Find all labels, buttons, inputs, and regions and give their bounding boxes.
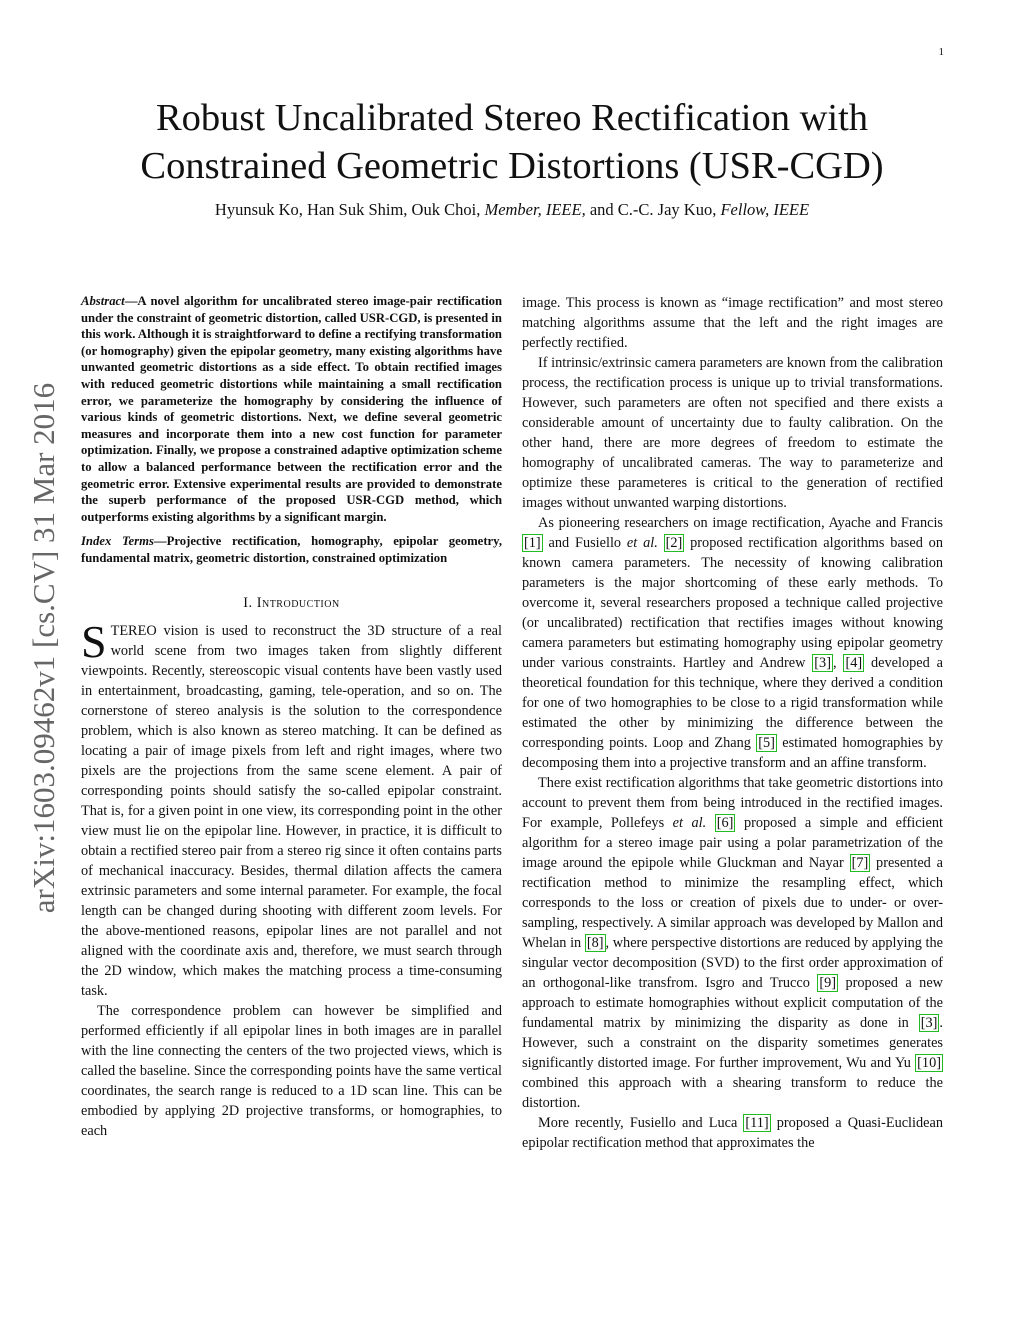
citation-link[interactable]: [11]: [745, 1115, 769, 1131]
section-number: I.: [243, 594, 253, 611]
text-run: combined this approach with a shearing transform to reduce the distortion.: [522, 1075, 943, 1111]
left-column: [81, 293, 502, 1141]
citation-link[interactable]: [9]: [819, 975, 837, 991]
text-run: proposed a simple and efficient algorithm for a stereo image pair using a polar parametrization of the image around the epipole while Gluckman and Nayar: [522, 815, 943, 871]
text-run: There exist rectification algorithms that take geometric distortions into account to prevent them from being introduced in the rectified images. For example, Pollefeys: [522, 775, 943, 831]
citation-link[interactable]: [7]: [851, 855, 869, 871]
right-paragraph-2: If intrinsic/extrinsic camera parameters are known from the calibration process, the rectification process is unique up to trivial transformations. However, such parameters are often not specified and there exists a considerable amount of uncertainty due to faulty calibration. On the other hand, there are more degrees of freedom to estimate the homography of uncalibrated cameras. The way to parameterize and optimize these parameteres is critical to the generation of rectified images without unwanted warping distortions.: [522, 355, 943, 511]
text-run: developed a theoretical foundation for this technique, where they derived a condition for one of two homographies to be close to a rigid transformation while estimated the other by minimizing the difference between the corresponding points. Loop and Zhang: [522, 655, 943, 751]
intro-paragraph-1-text: TEREO vision is used to reconstruct the 3D structure of a real world scene from two images taken from slightly different viewpoints. Recently, stereoscopic visual contents have been vastly used in entertainment, broadcasting, gaming, tele-operation, and so on. The cornerstone of stereo analysis is the solution to the correspondence problem, which is also known as stereo matching. It can be defined as locating a pair of image pixels from left and right images, where two pixels are the projections from the same scene element. A pair of corresponding points should satisfy the so-called epipolar constraint. That is, for a given point in one view, its corresponding point in the other view must lie on the epipolar line. However, in practice, it is difficult to obtain a rectified stereo pair from a stereo rig since it often contains parts of mechanical inaccuracy. Besides, thermal dilation affects the camera extrinsic parameters and some internal parameter. For example, the focal length can be changed during shooting with different zoom levels. For the above-mentioned reasons, epipolar lines are not parallel and not aligned with the coordinate axis and, therefore, we must search through the 2D window, which makes the matching process a time-consuming task.: [81, 622, 502, 999]
text-run: proposed a new approach to estimate homographies without explicit computation of the fundamental matrix by minimizing the disparity as done in: [522, 975, 943, 1031]
title-line-2: Constrained Geometric Distortions (USR-CGD): [140, 145, 884, 187]
author-affiliation-1: Member, IEEE,: [484, 200, 586, 219]
author-line: [80, 199, 944, 221]
citation-link[interactable]: [8]: [586, 935, 604, 951]
citation-link[interactable]: [6]: [716, 815, 734, 831]
abstract: [81, 293, 502, 525]
citation-link[interactable]: [3]: [814, 655, 831, 671]
intro-paragraph-1: [81, 615, 502, 1001]
index-terms-text: —Projective rectification, homography, epipolar geometry, fundamental matrix, geometric distortion, constrained optimization: [81, 534, 502, 565]
section-heading: [81, 593, 502, 613]
text-run: presented a rectification method to minimize the resampling effect, which corresponds to the loss or creation of pixels due to under- or over-sampling, respectively. A similar approach was developed by Mallon and Whelan in: [522, 855, 943, 951]
citation-link[interactable]: [10]: [917, 1055, 941, 1071]
right-column: [522, 293, 943, 1153]
text-run: and Fusiello: [542, 535, 627, 551]
section-title: Introduction: [256, 594, 340, 611]
index-terms: [81, 533, 502, 566]
right-paragraph-4: [522, 773, 943, 1113]
text-run: . However, such a constraint on the disparity sometimes generates significantly distorted image. For further improvement, Wu and Yu: [522, 1015, 943, 1071]
text-run: [706, 815, 715, 831]
right-paragraph-1: image. This process is known as “image rectification” and most stereo matching algorithms assume that the left and the right images are perfectly rectified.: [522, 295, 943, 351]
text-run: proposed rectification algorithms based on known camera parameters. The necessity of knowing calibration parameters is the major shortcoming of these early methods. To overcome it, several researchers proposed a technique called projective (or uncalibrated) rectification that rectifies images without knowing camera parameters but estimating homography using epipolar geometry under various constraints. Hartley and Andrew: [522, 535, 943, 671]
citation-link[interactable]: [4]: [845, 655, 863, 671]
index-terms-lead: Index Terms: [81, 534, 154, 549]
arxiv-stamp: arXiv:1603.09462v1 [cs.CV] 31 Mar 2016: [26, 382, 61, 914]
citation-link[interactable]: [5]: [758, 735, 775, 751]
text-run: [658, 535, 664, 551]
author-names-1: Hyunsuk Ko, Han Suk Shim, Ouk Choi,: [214, 200, 481, 219]
right-paragraph-3: [522, 513, 943, 773]
et-al: et al.: [626, 535, 658, 551]
author-affiliation-2: Fellow, IEEE: [720, 200, 810, 219]
text-run: ,: [832, 655, 844, 671]
et-al: et al.: [672, 815, 707, 831]
citation-link[interactable]: [3]: [920, 1015, 938, 1031]
title-line-1: Robust Uncalibrated Stereo Rectification with: [155, 97, 869, 139]
text-run: estimated homographies by decomposing them into a projective transform and an affine transform.: [522, 735, 943, 771]
paper-title: [80, 94, 944, 190]
author-names-2: and C.-C. Jay Kuo,: [589, 200, 717, 219]
citation-link[interactable]: [2]: [665, 535, 683, 551]
citation-link[interactable]: [1]: [524, 535, 541, 551]
text-run: As pioneering researchers on image rectification, Ayache and Francis: [538, 515, 943, 531]
page-number: 1: [938, 46, 944, 58]
text-run: proposed a Quasi-Euclidean epipolar rectification method that approximates the: [522, 1115, 943, 1151]
text-run: , where perspective distortions are reduced by applying the singular vector decomposition (SVD) to the first order approximation of an orthogonal-like transfrom. Isgro and Trucco: [522, 935, 943, 991]
right-paragraph-5: [522, 1113, 943, 1153]
abstract-lead: Abstract: [81, 294, 125, 308]
text-run: More recently, Fusiello and Luca: [538, 1115, 744, 1131]
intro-paragraph-2: The correspondence problem can however be simplified and performed efficiently if all epipolar lines in both images are in parallel with the line connecting the centers of the two projected views, which is called the baseline. Since the corresponding points have the same vertical coordinates, the search range is reduced to a 1D scan line. This can be embodied by applying 2D projective transforms, or homographies, to each: [81, 1002, 502, 1139]
abstract-text: —A novel algorithm for uncalibrated stereo image-pair rectification under the constraint of geometric distortion, called USR-CGD, is presented in this work. Although it is straightforward to define a rectifying transformation (or homography) given the epipolar geometry, many existing algorithms have unwanted geometric distortions as a side effect. To obtain rectified images with reduced geometric distortions while maintaining a small rectification error, we parameterize the homography by considering the influence of various kinds of geometric distortions. Next, we define several geometric measures and incorporate them into a new cost function for parameter optimization. Finally, we propose a constrained adaptive optimization scheme to allow a balanced performance between the rectification error and the geometric error. Extensive experimental results are provided to demonstrate the superb performance of the proposed USR-CGD method, which outperforms existing algorithms by a significant margin.: [81, 294, 502, 524]
dropcap-letter: S: [81, 615, 107, 667]
